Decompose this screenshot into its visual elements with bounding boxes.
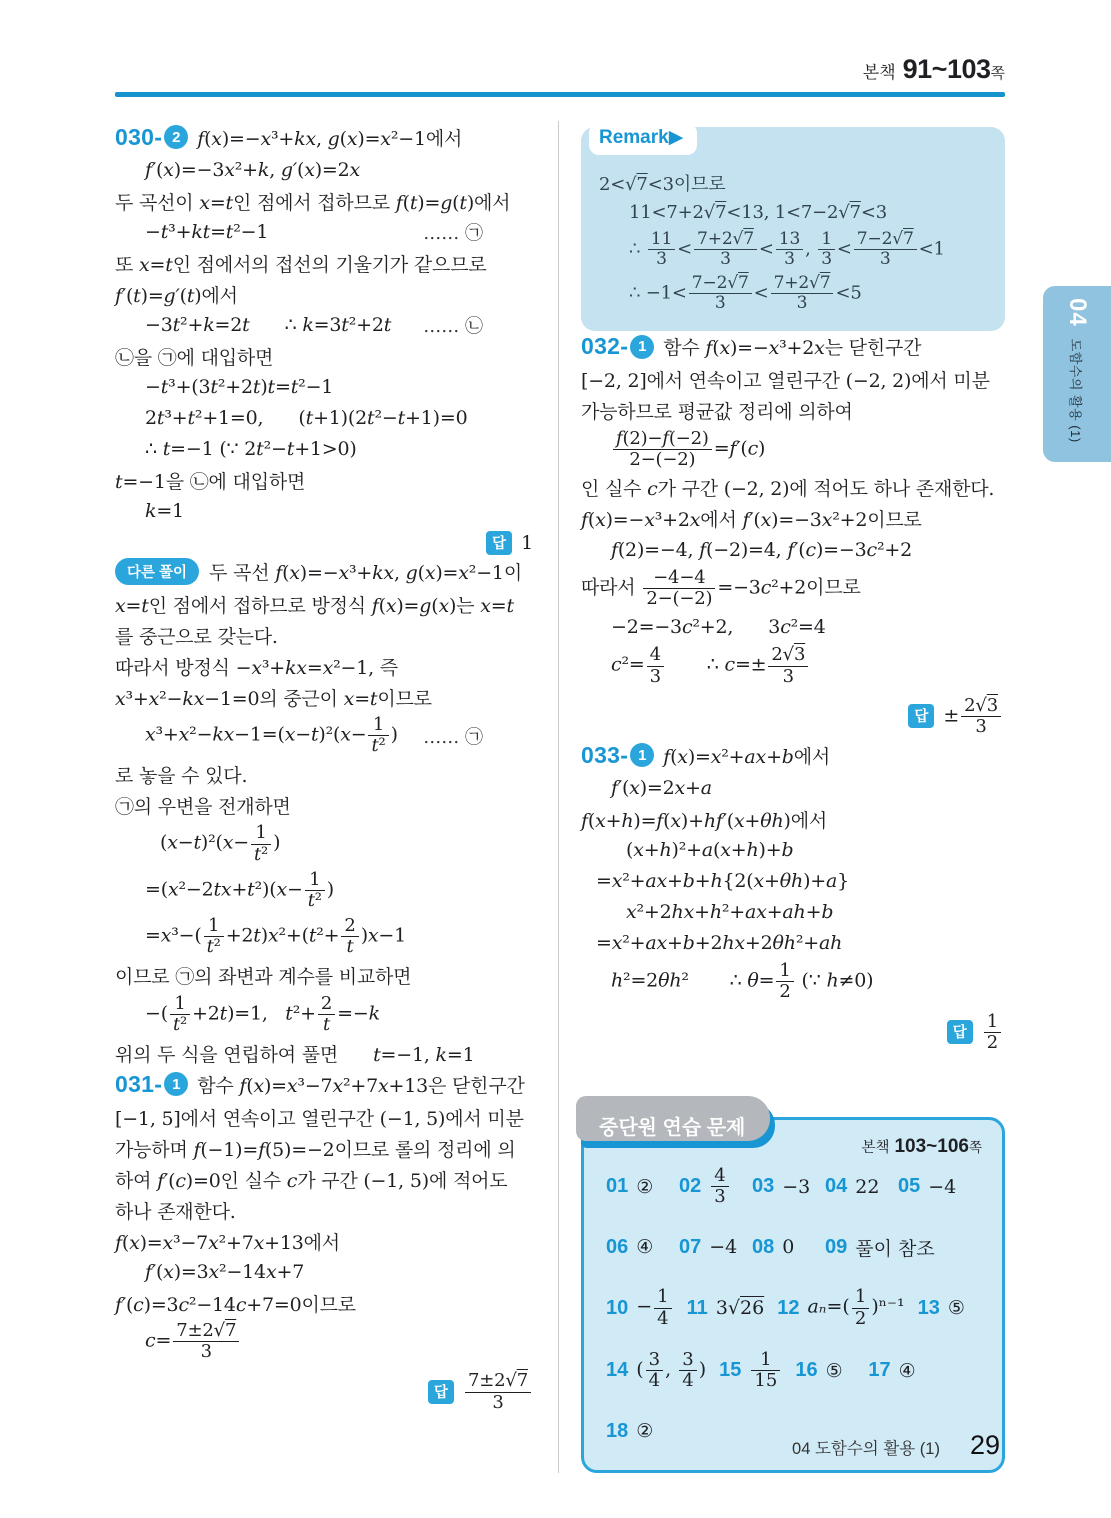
- solution-line-text: ∴ t=−1 (∵ 2t²−t+1>0): [145, 438, 357, 460]
- page-ref-unit: 쪽: [990, 65, 1005, 82]
- column-divider: [558, 121, 559, 1473]
- solution-line: [599, 272, 989, 315]
- exercise-item-answer: −3: [782, 1175, 811, 1198]
- problem-032-1: [581, 332, 1005, 740]
- problem-lead-text: f(x)=−x³+kx, g(x)=x²−1에서: [197, 127, 463, 150]
- page-ref-label: 본책: [862, 63, 896, 82]
- solution-line-text: 따라서 방정식 −x³+kx=x²−1, 즉: [115, 656, 398, 679]
- remark-lines: [599, 168, 989, 316]
- problem-heading: [115, 1069, 535, 1099]
- solution-line: [581, 928, 1005, 958]
- exercise-box-ribbon: [581, 1103, 775, 1148]
- solution-line: [115, 620, 535, 650]
- solution-line-text: x²+2hx+h²+ax+ah+b: [626, 901, 834, 924]
- alt-solution-heading: [115, 556, 535, 586]
- exercise-answer-item: [679, 1164, 739, 1209]
- solution-line: [581, 866, 1005, 896]
- exercise-item-answer: 0: [782, 1236, 795, 1259]
- solution-line: [581, 835, 1005, 865]
- solution-line-text: 인 실수 c가 구간 (−2, 2)에 적어도 하나 존재한다.: [581, 478, 995, 501]
- solution-lines: [115, 1102, 535, 1364]
- exercise-item-answer: 3√26: [715, 1297, 765, 1320]
- problem-variant-badge: 1: [630, 335, 654, 359]
- solution-line-text: ㉡을 ㉠에 대입하면: [115, 346, 274, 369]
- exercise-item-answer: ④: [898, 1359, 916, 1382]
- alternative-solution: [115, 556, 535, 1068]
- answer-value: ± $\frac{2√3}{3}$: [943, 694, 1003, 739]
- solution-line-text: h²=2θh² ∴ θ= $\frac{1}{2}$ (∵ h≠0): [611, 960, 874, 1003]
- solution-line: [115, 1226, 535, 1256]
- solution-line-text: ㉠의 우변을 전개하면: [115, 795, 291, 818]
- exercise-item-number: 16: [795, 1359, 818, 1382]
- solution-line-text: 두 곡선이 x=t인 점에서 접하므로 f(t)=g(t)에서: [115, 191, 511, 214]
- solution-line: [115, 1195, 535, 1225]
- solution-line: [115, 372, 535, 402]
- solution-line: [115, 651, 535, 681]
- solution-line-text: ∴ $\frac{11}{3}$ < $\frac{7+2√7}{3}$ < $\frac{13}{3}$ , $\frac{1}{3}$ < $\frac{7-2√7}{3}$ <1: [629, 229, 945, 270]
- exercise-item-number: 01: [606, 1175, 629, 1198]
- page-footer: [792, 1430, 1000, 1461]
- exercise-item-number: 03: [752, 1175, 775, 1198]
- solution-line: [115, 496, 535, 526]
- solution-line: [115, 248, 535, 278]
- solution-line-text: f(2)=−4, f(−2)=4, f′(c)=−3c²+2: [611, 538, 912, 561]
- exercise-item-number: 07: [679, 1235, 702, 1258]
- chapter-number: 04: [1064, 298, 1091, 327]
- solution-line: [599, 198, 989, 227]
- solution-line-text: [−2, 2]에서 연속이고 열린구간 (−2, 2)에서 미분: [581, 370, 990, 393]
- exercise-answer-grid: [606, 1164, 982, 1452]
- solution-line: [115, 790, 535, 820]
- solution-line: [115, 310, 535, 340]
- solution-line: [115, 759, 535, 789]
- right-column: [581, 121, 1005, 1473]
- solution-line-text: 따라서 $\frac{-4-4}{2-(-2)}$ =−3c²+2이므로: [581, 566, 861, 610]
- solution-line-text: k=1: [145, 500, 184, 522]
- problem-variant-badge: 2: [164, 125, 188, 149]
- remark-label: Remark▶: [599, 127, 684, 148]
- solution-line-text: 위의 두 식을 연립하여 풀면 t=−1, k=1: [115, 1043, 475, 1066]
- solution-line-text: f′(t)=g′(t)에서: [115, 284, 238, 307]
- solution-line-text: =(x²−2tx+t²)(x− $\frac{1}{\text{t²}}$ ): [145, 868, 334, 912]
- solution-line-text: −( $\frac{1}{\text{t²}}$ +2t)=1, t²+ $\frac{2}{t}$ =−k: [145, 992, 380, 1035]
- exercise-item-number: 09: [825, 1235, 848, 1258]
- solution-line: [115, 1164, 535, 1194]
- solution-line-text: (x−t)²(x− $\frac{1}{\text{t²}}$ ): [160, 822, 281, 865]
- problem-variant-badge: 1: [164, 1072, 188, 1096]
- exercise-answer-item: [719, 1348, 782, 1393]
- problem-031-1: [115, 1069, 535, 1415]
- exercise-item-answer: 22: [855, 1175, 880, 1198]
- exercise-item-number: 12: [777, 1296, 800, 1319]
- solution-line: [115, 713, 535, 758]
- solution-line-text: [−1, 5]에서 연속이고 열린구간 (−1, 5)에서 미분: [115, 1107, 524, 1130]
- exercise-answer-row: [606, 1285, 982, 1330]
- answer-line: [115, 531, 535, 555]
- exercise-answer-item: [752, 1175, 812, 1198]
- solution-line: [599, 168, 989, 197]
- problem-number: 030-: [115, 123, 163, 150]
- solution-line: [115, 992, 535, 1037]
- solution-line: [115, 682, 535, 712]
- solution-line: [115, 217, 535, 247]
- exercise-item-answer: $\frac{4}{3}$: [709, 1164, 730, 1209]
- page-content: [115, 0, 1005, 1473]
- exercise-answer-item: [918, 1297, 978, 1320]
- exercise-item-answer: 풀이 참조: [855, 1237, 935, 1260]
- solution-lines: [581, 365, 1005, 689]
- solution-line-text: x³+x²−kx−1=0의 중근이 x=t이므로: [115, 687, 432, 710]
- solution-line-text: −2=−3c²+2, 3c²=4: [611, 616, 826, 639]
- page-reference-header: [115, 0, 1005, 85]
- exercise-item-answer: aₙ=( $\frac{1}{2}$ )ⁿ⁻¹: [807, 1286, 905, 1329]
- solution-line-text: 2t³+t²+1=0, (t+1)(2t²−t+1)=0: [145, 407, 468, 429]
- exercise-answer-item: [898, 1175, 958, 1198]
- solution-line-text: t=−1을 ㉡에 대입하면: [115, 470, 306, 493]
- answer-value: $\frac{7\pm 2√7}{3}$: [463, 1369, 533, 1414]
- exercise-box-title: 중단원 연습 문제: [599, 1117, 746, 1139]
- equation-reference-tail: …… ㉠: [423, 726, 483, 748]
- exercise-item-answer: ④: [636, 1236, 654, 1259]
- column-gap: [535, 121, 581, 1473]
- answer-line: [581, 1010, 1005, 1055]
- solution-line-text: x³+x²−kx−1=(x−t)²(x− $\frac{1}{\text{t²}}$ ): [145, 714, 398, 757]
- solution-line: [115, 1288, 535, 1318]
- solution-line: [115, 1102, 535, 1132]
- solution-line: [599, 228, 989, 271]
- exercise-item-number: 13: [917, 1296, 940, 1319]
- exercise-answer-item: [825, 1175, 885, 1198]
- problem-variant-badge: 1: [630, 743, 654, 767]
- exercise-answer-row: [606, 1226, 982, 1268]
- answer-badge: 답: [947, 1020, 973, 1044]
- solution-line-text: −t³+kt=t²−1: [145, 221, 269, 243]
- solution-line: [115, 821, 535, 866]
- solution-line: [581, 427, 1005, 472]
- answer-value: 1: [521, 532, 533, 554]
- exercise-item-number: 06: [606, 1235, 629, 1258]
- solution-line-text: f(x)=x³−7x²+7x+13에서: [115, 1231, 340, 1254]
- solution-line: [115, 1319, 535, 1364]
- exercise-item-number: 14: [606, 1359, 629, 1382]
- exercise-answer-item: [679, 1236, 739, 1259]
- problem-heading: [581, 332, 1005, 362]
- exercise-item-answer: ⑤: [947, 1297, 965, 1320]
- exercise-item-number: 02: [679, 1175, 702, 1198]
- solution-line: [115, 279, 535, 309]
- problem-heading: [115, 122, 535, 152]
- exercise-answer-item: [777, 1285, 904, 1330]
- exercise-item-answer: ( $\frac{3}{4}$ , $\frac{3}{4}$ ): [636, 1348, 707, 1392]
- alt-lead-text: 두 곡선 f(x)=−x³+kx, g(x)=x²−1이: [209, 561, 522, 584]
- exercise-item-number: 10: [606, 1296, 629, 1319]
- exercise-item-number: 15: [719, 1359, 742, 1382]
- solution-line-text: 하여 f′(c)=0인 실수 c가 구간 (−1, 5)에 적어도: [115, 1169, 508, 1192]
- solution-line-text: 이므로 ㉠의 좌변과 계수를 비교하면: [115, 966, 412, 989]
- exercise-answer-item: [606, 1348, 706, 1393]
- solution-line: [581, 566, 1005, 611]
- exercise-answer-row: [606, 1164, 982, 1209]
- solution-line-text: (x+h)²+a(x+h)+b: [626, 839, 794, 862]
- exercise-item-answer: ②: [636, 1175, 654, 1198]
- solution-line-text: −3t²+k=2t ∴ k=3t²+2t: [145, 314, 392, 336]
- problem-lead-text: 함수 f(x)=−x³+2x는 닫힌구간: [663, 337, 922, 360]
- solution-line-text: x=t인 점에서 접하므로 방정식 f(x)=g(x)는 x=t: [115, 594, 514, 617]
- solution-line: [581, 959, 1005, 1004]
- exercise-answer-item: [687, 1297, 765, 1320]
- answer-badge: 답: [486, 531, 512, 555]
- problem-033-1: [581, 740, 1005, 1055]
- solution-line: [115, 155, 535, 185]
- problem-number: 031-: [115, 1070, 163, 1097]
- exercise-item-number: 17: [868, 1359, 891, 1382]
- exercise-item-number: 11: [686, 1296, 708, 1319]
- exercise-answer-item: [606, 1236, 666, 1259]
- solution-line-text: f′(x)=2x+a: [611, 777, 712, 800]
- exercise-answer-item: [606, 1285, 674, 1330]
- solution-line-text: 11<7+2√7<13, 1<7−2√7<3: [629, 202, 887, 223]
- remark-box: [581, 127, 1005, 331]
- exercise-item-answer: −4: [709, 1236, 738, 1259]
- solution-line: [581, 473, 1005, 503]
- header-rule: [115, 92, 1005, 97]
- problem-lead-text: 함수 f(x)=x³−7x²+7x+13은 닫힌구간: [197, 1074, 525, 1097]
- solution-line-text: c= $\frac{7\pm 2√7}{3}$: [145, 1319, 241, 1364]
- page-ref-unit: 쪽: [968, 1140, 982, 1155]
- chapter-side-tab-content: [1043, 286, 1111, 462]
- solution-line-text: =x²+ax+b+h{2(x+θh)+a}: [596, 870, 850, 893]
- two-column-layout: [115, 121, 1005, 1473]
- solution-line-text: −t³+(3t²+2t)t=t²−1: [145, 376, 334, 398]
- solution-line: [115, 589, 535, 619]
- solution-line-text: 로 놓을 수 있다.: [115, 764, 248, 787]
- exercise-answer-item: [868, 1359, 928, 1382]
- equation-reference-tail: …… ㉡: [423, 316, 483, 337]
- problem-heading: [581, 740, 1005, 770]
- problem-number: 033-: [581, 741, 629, 768]
- solution-line: [581, 612, 1005, 642]
- problem-number: 032-: [581, 333, 629, 360]
- footer-chapter-title: 04 도함수의 활용 (1): [792, 1440, 940, 1458]
- exercise-item-number: 04: [825, 1175, 848, 1198]
- exercise-item-number: 05: [898, 1175, 921, 1198]
- solution-line-text: $\frac{f(2)-f(-2)}{2-(-2)}$ =f′(c): [611, 427, 765, 472]
- problem-lead-text: f(x)=x²+ax+b에서: [663, 745, 831, 768]
- solution-line: [581, 773, 1005, 803]
- exercise-item-answer: −4: [928, 1175, 957, 1198]
- solution-line: [581, 804, 1005, 834]
- answer-badge: 답: [908, 704, 934, 728]
- chapter-exercise-answer-box: [581, 1117, 1005, 1473]
- exercise-answer-item: [752, 1236, 812, 1259]
- solution-line-text: ∴ −1< $\frac{7-2√7}{3}$ < $\frac{7+2√7}{3}$ <5: [629, 273, 862, 314]
- solution-line-text: 가능하며 f(−1)=f(5)=−2이므로 롤의 정리에 의: [115, 1138, 516, 1161]
- solution-line: [115, 403, 535, 433]
- left-column: [115, 121, 535, 1473]
- solution-line-text: 가능하므로 평균값 정리에 의하여: [581, 401, 853, 424]
- solution-line: [581, 504, 1005, 534]
- exercise-item-answer: $\frac{1}{15}$: [749, 1348, 782, 1393]
- solution-lines: [115, 155, 535, 526]
- solution-line: [115, 186, 535, 216]
- solution-line: [581, 396, 1005, 426]
- solution-line: [115, 1257, 535, 1287]
- solution-line: [115, 868, 535, 913]
- remark-label-chip: [589, 123, 697, 155]
- alt-solution-pill: 다른 풀이: [115, 558, 199, 585]
- page-ref-label: 본책: [861, 1140, 890, 1156]
- exercise-answer-item: [825, 1234, 935, 1261]
- solution-line: [581, 897, 1005, 927]
- chapter-side-tab: [1043, 286, 1111, 462]
- exercise-answer-item: [795, 1359, 855, 1382]
- solution-line-text: f(x+h)=f(x)+hf′(x+θh)에서: [581, 809, 828, 832]
- solution-line: [115, 1133, 535, 1163]
- solution-line: [115, 341, 535, 371]
- solution-lines: [581, 773, 1005, 1004]
- exercise-item-answer: ②: [636, 1420, 654, 1443]
- answer-line: [581, 694, 1005, 739]
- equation-reference-tail: …… ㉠: [423, 223, 483, 244]
- answer-badge: 답: [428, 1380, 454, 1404]
- solution-line-text: f(x)=−x³+2x에서 f′(x)=−3x²+2이므로: [581, 509, 922, 532]
- problem-030-2: [115, 122, 535, 555]
- solution-line-text: =x³−( $\frac{1}{\text{t²}}$ +2t)x²+(t²+ $\frac{2}{t}$ )x−1: [145, 915, 407, 958]
- solution-line-text: f′(c)=3c²−14c+7=0이므로: [115, 1293, 356, 1316]
- answer-value: $\frac{1}{2}$: [982, 1010, 1003, 1055]
- page-ref-range: 91~103: [902, 54, 991, 84]
- exercise-answer-row: [606, 1348, 982, 1393]
- solution-line: [115, 961, 535, 991]
- solution-line-text: 또 x=t인 점에서의 접선의 기울기가 같으므로: [115, 253, 487, 276]
- solution-line-text: =x²+ax+b+2hx+2θh²+ah: [596, 932, 843, 955]
- solution-line-text: 2<√7<3이므로: [599, 173, 726, 195]
- solution-line-text: 하나 존재한다.: [115, 1200, 236, 1223]
- exercise-page-reference: [861, 1136, 982, 1158]
- solution-line: [581, 365, 1005, 395]
- exercise-item-answer: − $\frac{1}{4}$: [636, 1285, 673, 1330]
- footer-page-number: 29: [969, 1430, 1000, 1460]
- exercise-item-answer: ⑤: [825, 1359, 843, 1382]
- exercise-answer-item: [606, 1175, 666, 1198]
- solution-line: [115, 465, 535, 495]
- answer-line: [115, 1369, 535, 1414]
- solution-line: [115, 434, 535, 464]
- solution-line: [581, 643, 1005, 688]
- chapter-title: 도함수의 활용 (1): [1068, 338, 1084, 443]
- solution-line: [581, 535, 1005, 565]
- solution-lines: [115, 589, 535, 1068]
- solution-line: [115, 914, 535, 959]
- exercise-item-number: 08: [752, 1235, 775, 1258]
- page-ref-range: 103~106: [894, 1136, 969, 1157]
- exercise-answer-item: [606, 1420, 666, 1443]
- solution-line-text: f′(x)=3x²−14x+7: [145, 1261, 305, 1284]
- solution-line-text: 를 중근으로 갖는다.: [115, 625, 278, 648]
- exercise-item-number: 18: [606, 1419, 629, 1442]
- solution-line-text: f′(x)=−3x²+k, g′(x)=2x: [145, 159, 361, 181]
- solution-line: [115, 1038, 535, 1068]
- solution-line-text: c²= $\frac{4}{3}$ ∴ c=± $\frac{2√3}{3}$: [611, 643, 810, 688]
